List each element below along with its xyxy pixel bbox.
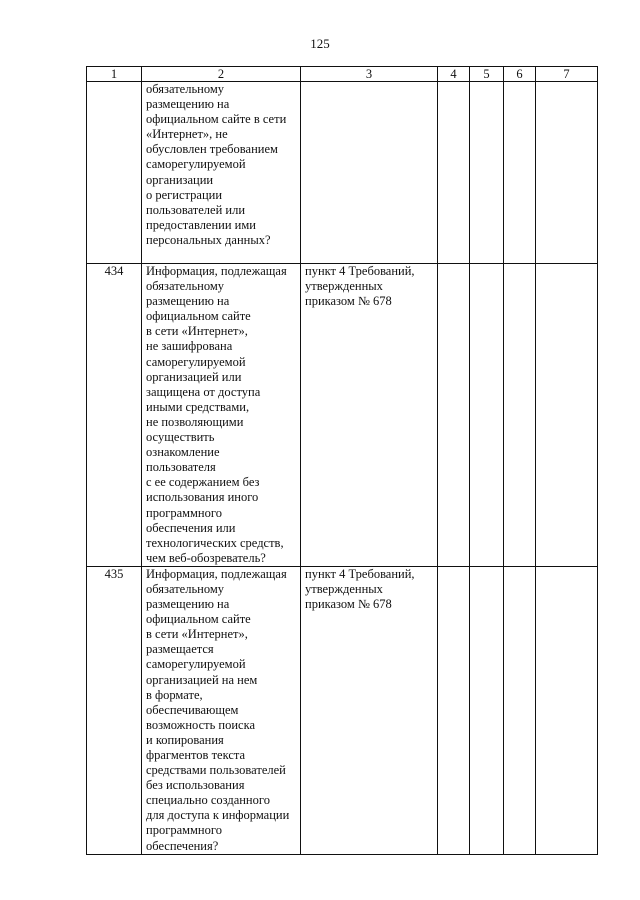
- question-text-line: иными средствами,: [146, 399, 250, 414]
- question-text-line: обеспечивающем: [146, 702, 239, 717]
- question-text-line: специально созданного: [146, 793, 270, 808]
- basis-cell: [301, 264, 438, 567]
- question-text-line: чем веб-обозреватель?: [146, 550, 266, 565]
- column-header-4: 4: [438, 67, 470, 82]
- question-cell: [142, 82, 301, 264]
- question-text-line: фрагментов текста: [146, 748, 246, 762]
- question-text-line: организацией на нем: [146, 672, 258, 687]
- empty-cell-col-7: [536, 566, 598, 854]
- question-text-line: средствами пользователей: [146, 763, 286, 778]
- question-text-line: не зашифрована: [146, 339, 233, 354]
- empty-cell-col-6: [504, 566, 536, 854]
- empty-cell-col-5: [470, 264, 504, 567]
- question-text-line: для доступа к информации: [146, 808, 290, 823]
- row-number-cell: [87, 82, 142, 264]
- table-row: [87, 264, 598, 567]
- question-text-line: в формате,: [146, 687, 203, 702]
- question-text-line: персональных данных?: [146, 232, 271, 247]
- question-text-line: Информация, подлежащая: [146, 566, 287, 581]
- empty-cell-col-5: [470, 566, 504, 854]
- column-header-7: 7: [536, 67, 598, 82]
- question-text-line: обязательному: [146, 82, 225, 96]
- basis-text-line: утвержденных: [305, 279, 383, 294]
- question-text-line: официальном сайте в сети: [146, 112, 287, 127]
- basis-cell: [301, 566, 438, 854]
- question-text-line: и копирования: [146, 732, 224, 747]
- question-text-line: использования иного: [146, 490, 259, 505]
- question-text-line: защищена от доступа: [146, 384, 261, 399]
- question-text-line: возможность поиска: [146, 717, 256, 732]
- question-text-line: обусловлен требованием: [146, 142, 278, 157]
- question-text-line: Информация, подлежащая: [146, 264, 287, 278]
- question-text-line: без использования: [146, 778, 245, 793]
- question-text-line: в сети «Интернет»,: [146, 324, 248, 339]
- basis-text-line: пункт 4 Требований,: [305, 566, 415, 581]
- question-text-line: технологических средств,: [146, 535, 284, 550]
- table-row: [87, 82, 598, 264]
- empty-cell-col-6: [504, 82, 536, 264]
- checklist-table: [86, 66, 598, 855]
- question-text-line: о регистрации: [146, 187, 223, 202]
- question-text-line: саморегулируемой: [146, 657, 246, 672]
- column-header-6: 6: [504, 67, 536, 82]
- question-text-line: официальном сайте: [146, 612, 251, 627]
- question-text-line: обязательному: [146, 279, 225, 294]
- question-text-line: саморегулируемой: [146, 354, 246, 369]
- question-text-line: осуществить: [146, 430, 215, 445]
- table-body: [87, 82, 598, 855]
- row-number-cell: 434: [87, 264, 142, 567]
- question-text-line: обеспечения или: [146, 520, 236, 535]
- question-text-line: с ее содержанием без: [146, 475, 260, 490]
- basis-text-line: пункт 4 Требований,: [305, 264, 415, 278]
- question-text-line: размещается: [146, 642, 214, 657]
- page-number: 125: [310, 36, 330, 51]
- question-text-line: ознакомление: [146, 445, 220, 460]
- basis-text-line: приказом № 678: [305, 597, 392, 612]
- table-row: [87, 566, 598, 854]
- basis-text-line: утвержденных: [305, 581, 383, 596]
- row-number-cell: 435: [87, 566, 142, 854]
- question-text-line: обеспечения?: [146, 838, 219, 853]
- question-text-line: программного: [146, 823, 222, 838]
- basis-text-line: приказом № 678: [305, 294, 392, 309]
- column-header-5: 5: [470, 67, 504, 82]
- basis-cell: [301, 82, 438, 264]
- header-row: [87, 67, 598, 82]
- empty-cell-col-6: [504, 264, 536, 567]
- question-text-line: программного: [146, 505, 222, 520]
- empty-cell-col-4: [438, 264, 470, 567]
- question-text-line: пользователя: [146, 460, 216, 475]
- question-text-line: в сети «Интернет»,: [146, 627, 248, 642]
- question-cell: [142, 264, 301, 567]
- question-text-line: размещению на: [146, 97, 230, 112]
- empty-cell-col-7: [536, 82, 598, 264]
- question-cell: [142, 566, 301, 854]
- question-text-line: организации: [146, 172, 214, 187]
- question-text-line: саморегулируемой: [146, 157, 246, 172]
- column-header-2: 2: [142, 67, 301, 82]
- empty-cell-col-4: [438, 82, 470, 264]
- column-header-3: 3: [301, 67, 438, 82]
- question-text-line: размещению на: [146, 294, 230, 309]
- question-text-line: официальном сайте: [146, 309, 251, 324]
- question-text-line: размещению на: [146, 597, 230, 612]
- question-text-line: не позволяющими: [146, 414, 244, 429]
- column-header-1: 1: [87, 67, 142, 82]
- question-text-line: «Интернет», не: [146, 127, 228, 142]
- question-text-line: обязательному: [146, 581, 225, 596]
- question-text-line: пользователей или: [146, 202, 246, 217]
- empty-cell-col-7: [536, 264, 598, 567]
- question-text-line: предоставлении ими: [146, 217, 256, 232]
- question-text-line: организацией или: [146, 369, 242, 384]
- empty-cell-col-4: [438, 566, 470, 854]
- empty-cell-col-5: [470, 82, 504, 264]
